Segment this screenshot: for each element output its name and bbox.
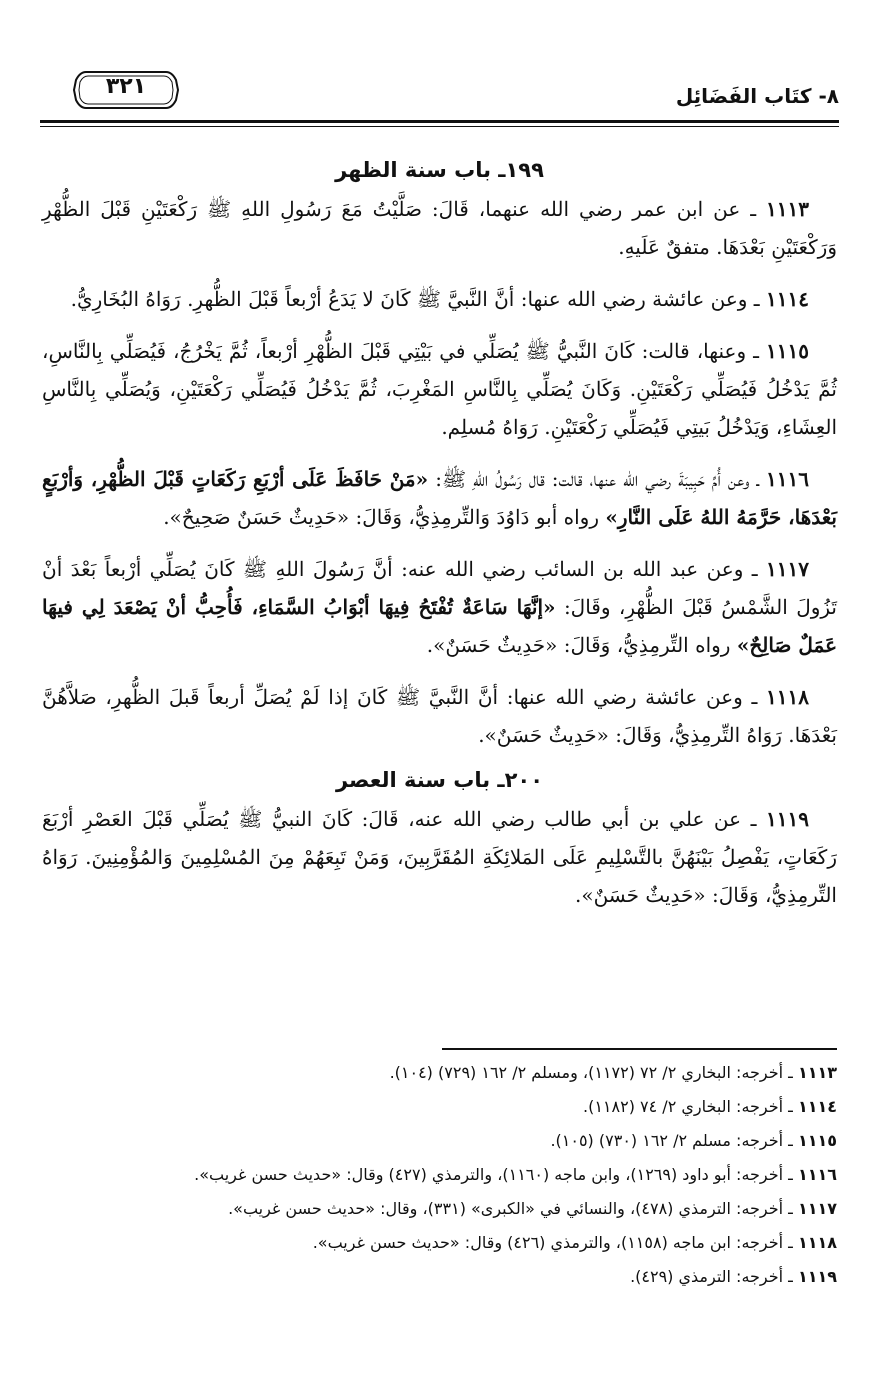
hadith-text: ـ وعنها، قالت: كَانَ النَّبيُّ ﷺ يُصَلِّي في بَيْتِي قَبْلَ الظُّهْرِ أرْبعاً، ثُمَّ يَخْرُجُ، فَيُصَلِّي بِالنَّاسِ، ثُمَّ يَدْخُلُ فَيُصَلِّي رَكْعَتَيْنِ. وَكَانَ يُصَلِّي بِالنَّاسِ المَغْرِبَ، ثُمَّ يَدْخُلُ فَيُصَلِّي رَكْعَتَيْنِ، وَيُصَلِّي بِالنَّاسِ العِشَاءِ، وَيَدْخُلُ بَيتِي فَيُصَلِّي رَكْعَتَيْنِ. رَوَاهُ مُسلِم.: [42, 339, 837, 439]
footnote-number: ١١١٩: [797, 1267, 837, 1286]
footnote-number: ١١١٥: [797, 1131, 837, 1150]
hadith-paragraph: [42, 800, 837, 914]
hadith-text: ـ وعن عبد الله بن السائب رضي الله عنه: أنَّ رَسُولَ اللهِ ﷺ كَانَ يُصَلِّي أرْبعاً بَعْدَ أنْ تَزُولَ الشَّمْسُ قَبْلَ الظُّهْرِ، وقَالَ:: [42, 557, 837, 619]
hadith-number: ١١١٤: [766, 287, 809, 311]
hadith-quote-bold: «إنَّهَا سَاعَةٌ تُفْتَحُ فِيهَا أبْوَابُ السَّمَاءِ، فَأُحِبُّ أنْ يَصْعَدَ لِي فيهَا عَمَلٌ صَالِحٌ»: [42, 595, 837, 657]
hadith-paragraph: [42, 678, 837, 754]
footnote-number: ١١١٣: [797, 1063, 837, 1082]
hadith-number: ١١١٨: [766, 685, 809, 709]
footnote-text: ـ أخرجه: ابن ماجه (١١٥٨)، والترمذي (٤٢٦) وقال: «حديث حسن غريب».: [312, 1233, 798, 1252]
footnote-text: ـ أخرجه: مسلم ٢/ ١٦٢ (٧٣٠) (١٠٥).: [550, 1131, 798, 1150]
footnote: [42, 1226, 837, 1260]
header-rule-thin: [40, 126, 839, 127]
hadith-text: ـ عن ابن عمر رضي الله عنهما، قَالَ: صَلَّيْتُ مَعَ رَسُولِ اللهِ ﷺ رَكْعَتَيْنِ قَبْلَ الظُّهْرِ وَرَكْعَتَيْنِ بَعْدَهَا. متفقٌ عَلَيهِ.: [42, 197, 837, 259]
hadith-paragraph: [42, 460, 837, 536]
main-text: [42, 148, 837, 928]
footnote-text: ـ أخرجه: البخاري ٢/ ٧٢ (١١٧٢)، ومسلم ٢/ ١٦٢ (٧٢٩) (١٠٤).: [389, 1063, 798, 1082]
hadith-paragraph: [42, 332, 837, 446]
page-number-frame: [72, 70, 180, 110]
footnote-number: ١١١٤: [797, 1097, 837, 1116]
footnote: [42, 1090, 837, 1124]
hadith-text-tail: رواه التِّرمِذِيُّ، وَقَالَ: «حَدِيثٌ حَسَنٌ».: [426, 633, 737, 657]
footnote-text: ـ أخرجه: الترمذي (٤٢٩).: [630, 1267, 798, 1286]
page-header: [40, 62, 839, 120]
hadith-number: ١١١٥: [766, 339, 809, 363]
footnote: [42, 1158, 837, 1192]
header-rule-thick: [40, 120, 839, 123]
footnote-text: ـ أخرجه: البخاري ٢/ ٧٤ (١١٨٢).: [582, 1097, 798, 1116]
hadith-number: ١١١٧: [766, 557, 809, 581]
footnote: [42, 1124, 837, 1158]
hadith-text: ـ وعن عائشة رضي الله عنها: أنَّ النَّبيَّ ﷺ كَانَ لا يَدَعُ أرْبعاً قَبْلَ الظُّهرِ. رَوَاهُ البُخَارِيُّ.: [70, 287, 767, 311]
footnote: [42, 1056, 837, 1090]
page-number: ٣٢١: [105, 74, 147, 99]
hadith-paragraph: [42, 190, 837, 266]
hadith-paragraph: [42, 280, 837, 318]
footnote-number: ١١١٧: [797, 1199, 837, 1218]
hadith-number: ١١١٩: [766, 807, 809, 831]
hadith-text: ـ وعن أُمِّ حَبِيبَةَ رضي الله عنها، قالت: قال رَسُولُ اللهِ ﷺ:: [428, 467, 767, 491]
footnote: [42, 1192, 837, 1226]
hadith-quote-bold: «مَنْ حَافَظَ عَلَى أرْبَعِ رَكَعَاتٍ قَبْلَ الظُّهْرِ، وَأرْبَعٍ بَعْدَهَا، حَرَّمَهُ اللهُ عَلَى النَّارِ»: [42, 467, 837, 529]
footnotes: [42, 1056, 837, 1294]
footnote: [42, 1260, 837, 1294]
footnote-text: ـ أخرجه: أبو داود (١٢٦٩)، وابن ماجه (١١٦٠)، والترمذي (٤٢٧) وقال: «حديث حسن غريب».: [194, 1165, 798, 1184]
hadith-paragraph: [42, 550, 837, 664]
footnote-number: ١١١٨: [797, 1233, 837, 1252]
footnote-text: ـ أخرجه: الترمذي (٤٧٨)، والنسائي في «الكبرى» (٣٣١)، وقال: «حديث حسن غريب».: [228, 1199, 798, 1218]
hadith-number: ١١١٣: [766, 197, 809, 221]
hadith-text: ـ عن علي بن أبي طالب رضي الله عنه، قَالَ: كَانَ النبيُّ ﷺ يُصَلِّي قَبْلَ العَصْرِ أرْبَعَ رَكَعَاتٍ، يَفْصِلُ بَيْنَهُنَّ بالتَّسْلِيمِ عَلَى المَلائِكَةِ المُقَرَّبِينَ، وَمَنْ تَبِعَهُمْ مِنَ المُسْلِمِينَ وَالمُؤْمِنِينَ. رَوَاهُ التِّرمِذِيُّ، وَقَالَ: «حَدِيثٌ حَسَنٌ».: [42, 807, 837, 907]
hadith-text-tail: رواه أبو دَاوُدَ وَالتِّرمِذِيُّ، وَقَالَ: «حَدِيثٌ حَسَنٌ صَحِيحٌ».: [163, 505, 606, 529]
section-title: ٢٠٠ـ باب سنة العصر: [335, 768, 544, 792]
section-title: ١٩٩ـ باب سنة الظهر: [335, 158, 544, 182]
footnote-number: ١١١٦: [797, 1165, 837, 1184]
chapter-title: ٨- كتَاب الفَضَائِل: [675, 84, 839, 108]
hadith-number: ١١١٦: [766, 467, 810, 491]
hadith-text: ـ وعن عائشة رضي الله عنها: أنَّ النَّبيَّ ﷺ كَانَ إذا لَمْ يُصَلِّ أربعاً قَبلَ الظُّهرِ، صَلاَّهُنَّ بَعْدَهَا. رَوَاهُ التِّرمِذِيُّ، وَقَالَ: «حَدِيثٌ حَسَنٌ».: [42, 685, 837, 747]
footnote-separator: [442, 1048, 837, 1050]
